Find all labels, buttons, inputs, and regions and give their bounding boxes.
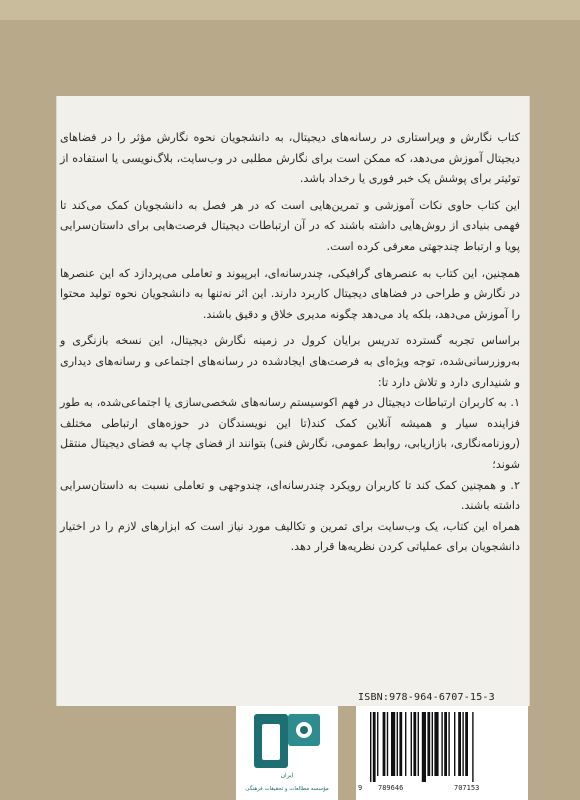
publisher-logo-icon — [250, 710, 324, 772]
barcode-bar — [441, 712, 442, 776]
barcode-bar — [448, 712, 449, 776]
barcode-bar — [387, 712, 388, 776]
barcode — [356, 706, 528, 800]
barcode-digits-right: 707153 — [454, 784, 480, 792]
barcode-bar — [418, 712, 419, 776]
paragraph-exercises: این کتاب حاوی نکات آموزشی و تمرین‌هایی است که در هر فصل به دانشجویان کمک می‌کند تا فهمی بنیادی از روش‌هایی داشته باشند که در آن ارتباطات دیجیتال فرصت‌هایی برای داستان‌سرایی پویا و ارتباط چندجهتی معرفی کرده است. — [60, 198, 520, 253]
publisher-caption: مؤسسه مطالعات و تحقیقات فرهنگی — [245, 786, 329, 792]
barcode-bar — [370, 712, 371, 782]
barcode-bar — [444, 712, 447, 776]
barcode-bar — [462, 712, 463, 776]
isbn-label: ISBN:978-964-6707-15-3 — [358, 692, 495, 703]
barcode-bar — [377, 712, 378, 776]
barcode-bar — [383, 712, 386, 776]
barcode-digit-left: 9 — [358, 784, 363, 792]
barcode-bar — [454, 712, 455, 776]
barcode-bar — [405, 712, 406, 776]
barcode-bar — [413, 712, 416, 776]
publisher-logo — [236, 706, 338, 800]
barcode-bar — [373, 712, 376, 782]
barcode-bar — [427, 712, 430, 776]
barcode-bar — [399, 712, 402, 776]
paragraph-experience: براساس تجربه گسترده تدریس برایان کرول در زمینه نگارش دیجیتال، این نسخه بازنگری و به‌روزرسانی‌شده، توجه ویژه‌ای به فرصت‌های ایجادشده در رسانه‌های اجتماعی و رسانه‌های دیداری و شنیداری دارد و تلاش دارد تا: — [60, 334, 520, 389]
barcode-bar — [391, 712, 395, 776]
barcode-bar — [397, 712, 398, 776]
paragraph-goal-2: ۲. و همچنین کمک کند تا کاربران رویکرد چندرسانه‌ای، چندوجهی و تعاملی نسبت به داستان‌سرایی داشته باشند. — [60, 478, 520, 513]
back-cover-text — [60, 128, 520, 564]
barcode-bar — [432, 712, 433, 776]
barcode-bar — [434, 712, 438, 776]
barcode-digits-middle: 789646 — [378, 784, 404, 792]
barcode-bar — [411, 712, 412, 776]
barcode-bar — [465, 712, 468, 776]
paragraph-website: همراه این کتاب، یک وب‌سایت برای تمرین و تکالیف مورد نیاز است که ابزارهای لازم را در اختیار دانشجویان برای عملیاتی کردن نظریه‌ها قرار دهد. — [60, 519, 520, 554]
barcode-bar — [458, 712, 461, 776]
top-strip — [0, 0, 580, 20]
barcode-bar — [422, 712, 426, 782]
barcode-bars — [364, 712, 520, 782]
paragraph-intro: کتاب نگارش و ویراستاری در رسانه‌های دیجیتال، به دانشجویان نحوه نگارش مؤثر را در فضاهای دیجیتال آموزش می‌دهد، که ممکن است برای نگارش مطلبی در وب‌سایت، بلاگ‌نویسی یا استفاده از توئیتر برای پوشش یک خبر فوری یا رخداد باشد. — [60, 131, 520, 186]
paragraph-goal-1: ۱. به کاربران ارتباطات دیجیتال در فهم اکوسیستم رسانه‌های شخصی‌سازی یا اجتماعی‌شده، به طور فزاینده سیار و همیشه آنلاین کمک کند(تا این نویسندگان در حوزه‌های ارتباطی مختلف (روزنامه‌نگاری، بازاریابی، روابط عمومی، نگارش فنی) بتوانند از فضای چاپ به فضای دیجیتال منتقل شوند؛ — [60, 396, 520, 471]
barcode-bar — [472, 712, 473, 782]
paragraph-elements: همچنین، این کتاب به عنصرهای گرافیکی، چندرسانه‌ای، ابرپیوند و تعاملی می‌پردازد که این عنصرها در نگارش و طراحی در فضاهای دیجیتال کاربرد دارند. این اثر نه‌تنها به دانشجویان نحوه تولید محتوا را آموزش می‌دهد، بلکه یاد می‌دهد چگونه مدیری خلاق و دقیق باشند. — [60, 266, 520, 321]
publisher-name: ایران — [280, 772, 294, 779]
